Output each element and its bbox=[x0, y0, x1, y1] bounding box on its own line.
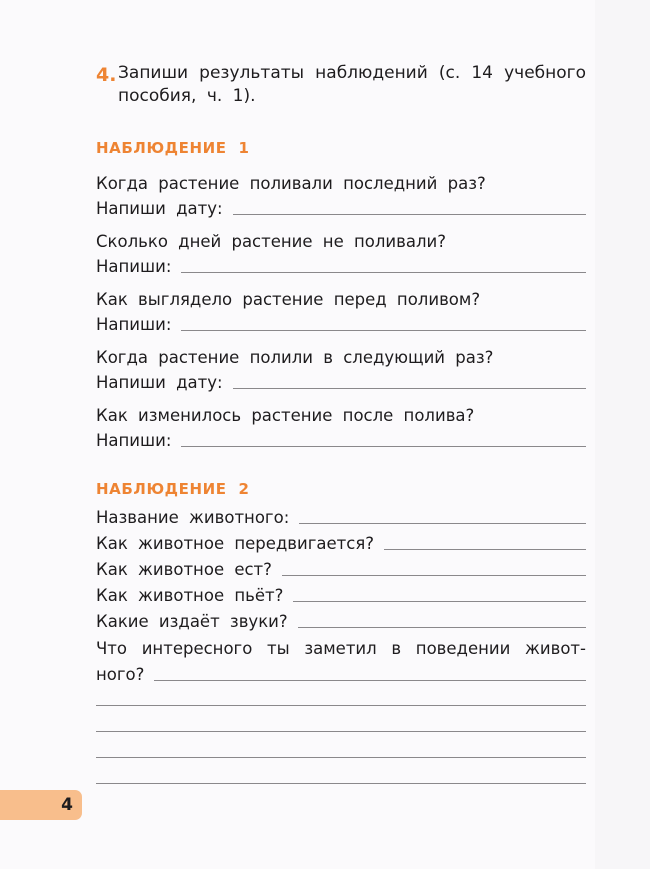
obs1-prompt-5: Напиши: bbox=[96, 431, 172, 450]
obs2-prompt-3: Как животное ест? bbox=[96, 560, 272, 579]
obs2-answer-line-5[interactable] bbox=[298, 627, 586, 628]
obs2-answer-row-1 bbox=[96, 507, 586, 529]
obs2-answer-line-1[interactable] bbox=[299, 523, 586, 524]
obs1-answer-row-3 bbox=[96, 314, 586, 336]
obs2-prompt-2: Как животное передвигается? bbox=[96, 534, 375, 553]
task-4 bbox=[96, 62, 586, 108]
obs2-answer-row-3 bbox=[96, 559, 586, 581]
obs2-answer-row-5 bbox=[96, 611, 586, 633]
obs1-prompt-4: Напиши дату: bbox=[96, 373, 223, 392]
obs1-question-4: Когда растение полили в следующий раз? bbox=[96, 348, 494, 367]
obs1-question-1: Когда растение поливали последний раз? bbox=[96, 174, 486, 193]
obs1-question-3: Как выглядело растение перед поливом? bbox=[96, 290, 481, 309]
obs2-prompt-5: Какие издаёт звуки? bbox=[96, 612, 288, 631]
obs1-answer-line-4[interactable] bbox=[233, 388, 586, 389]
obs1-answer-row-2 bbox=[96, 256, 586, 278]
obs2-answer-row-4 bbox=[96, 585, 586, 607]
obs1-answer-row-4 bbox=[96, 372, 586, 394]
obs1-answer-row-5 bbox=[96, 430, 586, 452]
obs2-answer-line-4[interactable] bbox=[293, 601, 586, 602]
obs1-prompt-1: Напиши дату: bbox=[96, 199, 223, 218]
obs2-answer-line-2[interactable] bbox=[384, 549, 586, 550]
answer-line-extra-1[interactable] bbox=[96, 705, 586, 706]
obs2-prompt-1: Название животного: bbox=[96, 508, 290, 527]
obs2-final-answer-row bbox=[96, 664, 586, 686]
answer-line-extra-2[interactable] bbox=[96, 731, 586, 732]
obs2-final-answer-line[interactable] bbox=[154, 680, 586, 681]
page-number-badge bbox=[0, 790, 82, 820]
obs1-answer-line-2[interactable] bbox=[181, 272, 586, 273]
obs1-answer-line-3[interactable] bbox=[181, 330, 586, 331]
answer-line-extra-4[interactable] bbox=[96, 783, 586, 784]
obs2-answer-row-2 bbox=[96, 533, 586, 555]
obs1-prompt-2: Напиши: bbox=[96, 257, 172, 276]
obs2-final-question-line-1: Что интересного ты заметил в поведении живот- bbox=[96, 639, 586, 658]
task-number: 4. bbox=[96, 64, 117, 86]
observation-1-title: НАБЛЮДЕНИЕ 1 bbox=[96, 139, 250, 157]
obs1-answer-row-1 bbox=[96, 198, 586, 220]
task-instruction: Запиши результаты наблюдений (с. 14 учебного пособия, ч. 1). bbox=[118, 63, 586, 106]
observation-2-title: НАБЛЮДЕНИЕ 2 bbox=[96, 480, 250, 498]
page-number: 4 bbox=[61, 795, 73, 815]
obs1-answer-line-1[interactable] bbox=[233, 214, 586, 215]
obs1-question-5: Как изменилось растение после полива? bbox=[96, 406, 475, 425]
answer-line-extra-3[interactable] bbox=[96, 757, 586, 758]
obs2-answer-line-3[interactable] bbox=[282, 575, 586, 576]
obs2-prompt-4: Как животное пьёт? bbox=[96, 586, 284, 605]
obs1-question-2: Сколько дней растение не поливали? bbox=[96, 232, 446, 251]
obs2-final-question-line-2: ного? bbox=[96, 665, 145, 684]
obs1-prompt-3: Напиши: bbox=[96, 315, 172, 334]
obs1-answer-line-5[interactable] bbox=[181, 446, 586, 447]
